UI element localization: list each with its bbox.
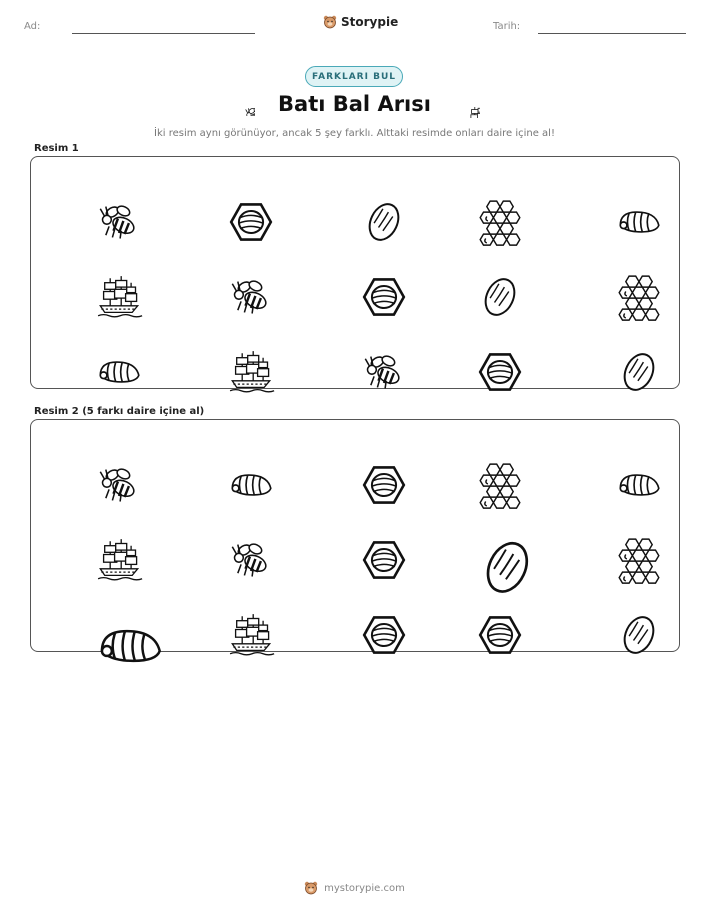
honeycomb-icon[interactable] bbox=[456, 441, 500, 485]
brand-name: Storypie bbox=[341, 15, 399, 29]
bee-icon[interactable] bbox=[75, 441, 119, 485]
seed-icon[interactable] bbox=[595, 591, 639, 635]
bear-logo-icon bbox=[323, 15, 337, 29]
brand-logo bbox=[323, 15, 398, 29]
honey-hexagon-icon bbox=[340, 253, 384, 297]
bee-icon[interactable] bbox=[207, 516, 251, 560]
picture1-label: Resim 1 bbox=[34, 143, 79, 154]
picture2-panel[interactable] bbox=[30, 419, 680, 652]
name-label: Ad: bbox=[24, 21, 41, 32]
bee-icon bbox=[229, 94, 255, 116]
ship-icon[interactable] bbox=[75, 516, 119, 560]
seed-icon[interactable] bbox=[448, 508, 507, 567]
name-line[interactable] bbox=[72, 33, 255, 34]
honey-hexagon-icon bbox=[456, 328, 500, 372]
date-line[interactable] bbox=[538, 33, 686, 34]
honeycomb-icon bbox=[456, 178, 500, 222]
larva-icon[interactable] bbox=[595, 441, 639, 485]
ship-icon bbox=[75, 253, 119, 297]
worksheet-type-badge: FARKLARI BUL bbox=[305, 66, 403, 87]
picture2-label: Resim 2 (5 farkı daire içine al) bbox=[34, 406, 205, 417]
ship-icon[interactable] bbox=[207, 591, 251, 635]
larva-icon[interactable] bbox=[64, 580, 130, 646]
page-title-text: Batı Bal Arısı bbox=[278, 92, 431, 116]
honeycomb-icon[interactable] bbox=[595, 516, 639, 560]
honey-hexagon-icon bbox=[207, 178, 251, 222]
seed-icon bbox=[340, 178, 384, 222]
bear-logo-icon bbox=[304, 881, 318, 895]
seed-icon bbox=[595, 328, 639, 372]
honey-hexagon-icon[interactable] bbox=[340, 441, 384, 485]
picture1-panel bbox=[30, 156, 680, 389]
honey-hexagon-icon[interactable] bbox=[340, 516, 384, 560]
bee-icon bbox=[207, 253, 251, 297]
larva-icon[interactable] bbox=[207, 441, 251, 485]
footer-site: mystorypie.com bbox=[324, 882, 405, 894]
ship-icon bbox=[454, 92, 480, 118]
footer bbox=[0, 881, 709, 895]
larva-icon bbox=[595, 178, 639, 222]
honey-hexagon-icon[interactable] bbox=[340, 591, 384, 635]
bee-icon bbox=[75, 178, 119, 222]
instructions: İki resim aynı görünüyor, ancak 5 şey farklı. Alttaki resimde onları daire içine al! bbox=[154, 128, 555, 139]
honeycomb-icon bbox=[595, 253, 639, 297]
ship-icon bbox=[207, 328, 251, 372]
bee-icon bbox=[340, 328, 384, 372]
page-title bbox=[0, 92, 709, 118]
larva-icon bbox=[75, 328, 119, 372]
seed-icon bbox=[456, 253, 500, 297]
honey-hexagon-icon[interactable] bbox=[456, 591, 500, 635]
date-label: Tarih: bbox=[493, 21, 521, 32]
